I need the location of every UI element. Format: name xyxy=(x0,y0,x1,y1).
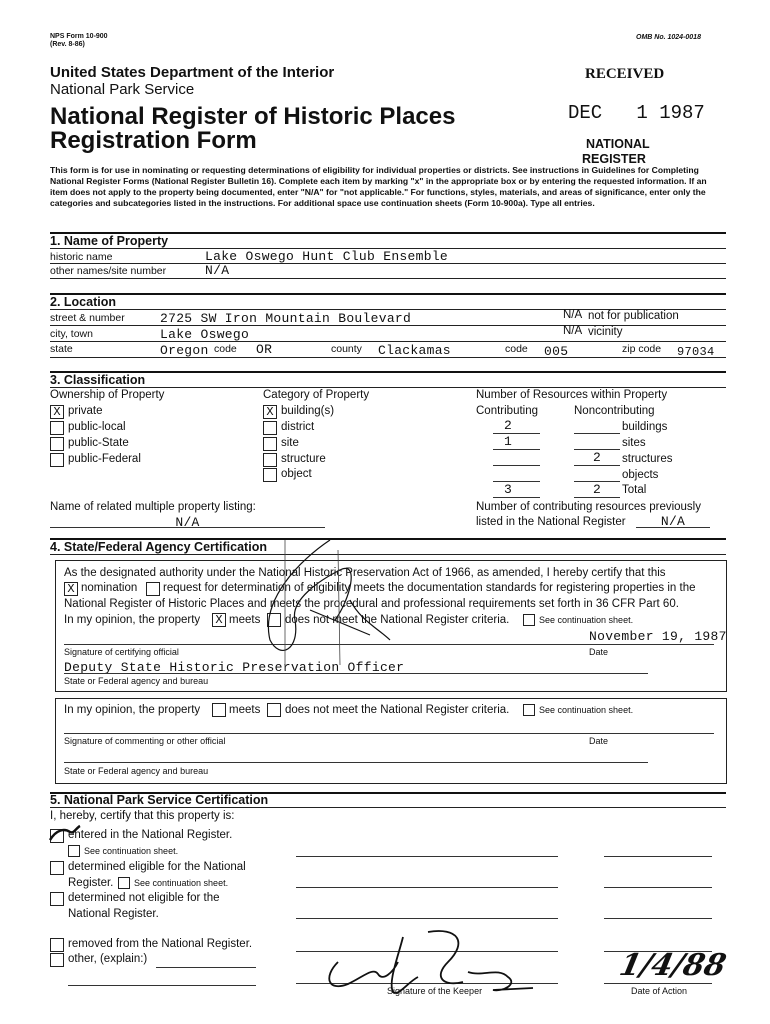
request-determination-label: request for determination of eligibility meets the documentation standards for registering properties in the xyxy=(163,582,696,594)
category-district-checkbox[interactable] xyxy=(263,421,277,435)
stamp-national: NATIONAL xyxy=(586,137,650,151)
meets2-checkbox[interactable] xyxy=(212,703,226,717)
omb-number: OMB No. 1024-0018 xyxy=(636,34,701,41)
entered-date-line xyxy=(604,856,712,857)
section-rule xyxy=(50,807,726,808)
not-eligible-signature-line xyxy=(296,918,558,919)
does-not-meet2-checkbox[interactable] xyxy=(267,703,281,717)
see-continuation-label: See continuation sheet. xyxy=(539,615,634,625)
determined-not-eligible-label: determined not eligible for the xyxy=(68,892,220,904)
received-stamp: RECEIVED xyxy=(585,66,665,82)
noncontributing-heading: Noncontributing xyxy=(574,405,655,417)
related-listing-value[interactable]: N/A xyxy=(175,515,200,530)
ownership-public-state-checkbox[interactable] xyxy=(50,437,64,451)
category-site-label: site xyxy=(281,437,299,449)
form-revision: (Rev. 8-86) xyxy=(50,41,85,48)
street-label: street & number xyxy=(50,312,125,324)
county-value[interactable]: Clackamas xyxy=(378,343,451,358)
agency-line xyxy=(64,673,648,674)
section-4-heading: 4. State/Federal Agency Certification xyxy=(50,540,267,554)
entry-line xyxy=(493,465,540,466)
section-divider xyxy=(50,371,726,373)
agency-line xyxy=(64,762,648,763)
certification-date-value[interactable]: November 19, 1987 xyxy=(589,629,727,644)
category-heading: Category of Property xyxy=(263,389,370,401)
street-value[interactable]: 2725 SW Iron Mountain Boulevard xyxy=(160,311,412,326)
category-site-checkbox[interactable] xyxy=(263,437,277,451)
ownership-private-label: private xyxy=(68,405,103,417)
opinion2-prefix: In my opinion, the property xyxy=(64,704,201,716)
entered-see-continuation-label: See continuation sheet. xyxy=(84,846,179,856)
county-label: county xyxy=(331,343,362,355)
see-continuation2-checkbox[interactable] xyxy=(523,704,535,716)
sites-label: sites xyxy=(622,437,646,449)
section-3-heading: 3. Classification xyxy=(50,373,146,387)
entry-line xyxy=(574,433,620,434)
category-structure-label: structure xyxy=(281,453,326,465)
ownership-public-local-checkbox[interactable] xyxy=(50,421,64,435)
commenting-agency-label: State or Federal agency and bureau xyxy=(64,766,209,776)
category-district-label: district xyxy=(281,421,315,433)
entry-line xyxy=(50,527,325,528)
department-name: United States Department of the Interior xyxy=(50,64,335,81)
certifying-date-label: Date xyxy=(589,647,609,657)
category-buildings-label: building(s) xyxy=(281,405,335,417)
previously-listed-label-1: Number of contributing resources previously xyxy=(476,501,701,513)
section-divider xyxy=(50,293,726,295)
eligible-signature-line xyxy=(296,887,558,888)
request-determination-checkbox[interactable] xyxy=(146,582,160,596)
total-label: Total xyxy=(622,484,647,496)
eligible-see-continuation-checkbox[interactable] xyxy=(118,877,130,889)
other-explain-line-2 xyxy=(68,985,256,986)
certification-line-3: National Register of Historic Places and meets the procedural and professional requirements set forth in 36 CFR Part 60. xyxy=(64,598,679,610)
not-eligible-date-line xyxy=(604,918,712,919)
county-code-label: code xyxy=(505,343,528,355)
signature-line xyxy=(64,733,714,734)
zip-code-value[interactable]: 97034 xyxy=(677,345,715,359)
meets-label: meets xyxy=(229,614,261,626)
removed-checkbox[interactable] xyxy=(50,938,64,952)
determined-eligible-checkbox[interactable] xyxy=(50,861,64,875)
certifying-agency-value[interactable]: Deputy State Historic Preservation Officer xyxy=(64,660,405,675)
ownership-heading: Ownership of Property xyxy=(50,389,165,401)
certifying-signature-label: Signature of certifying official xyxy=(64,647,179,657)
not-for-publication-mark[interactable]: N/A xyxy=(563,309,583,321)
does-not-meet-label: does not meet the National Register criteria. xyxy=(285,614,510,626)
certification-line-1: As the designated authority under the National Historic Preservation Act of 1966, as amended, I hereby certify that this xyxy=(64,567,666,579)
entered-signature-line xyxy=(296,856,558,857)
determined-eligible-label-2: Register. xyxy=(68,877,114,889)
state-code-label: code xyxy=(214,343,237,355)
field-rule xyxy=(50,278,726,279)
city-value[interactable]: Lake Oswego xyxy=(160,327,250,342)
structures-label: structures xyxy=(622,453,673,465)
meets2-label: meets xyxy=(229,704,261,716)
see-continuation2-label: See continuation sheet. xyxy=(539,705,634,715)
eligible-see-continuation-label: See continuation sheet. xyxy=(134,878,229,888)
contributing-heading: Contributing xyxy=(476,405,539,417)
certifying-agency-label: State or Federal agency and bureau xyxy=(64,676,209,686)
related-listing-label: Name of related multiple property listing: xyxy=(50,501,256,513)
section-2-heading: 2. Location xyxy=(50,295,116,309)
nomination-checkbox[interactable]: X xyxy=(64,582,78,596)
action-date-line xyxy=(604,983,712,984)
nps-certify-intro: I, hereby, certify that this property is: xyxy=(50,810,235,822)
commenting-date-label: Date xyxy=(589,736,609,746)
section-1-heading: 1. Name of Property xyxy=(50,234,169,248)
action-date-label: Date of Action xyxy=(631,986,688,996)
received-date-stamp: DEC 1 1987 xyxy=(568,102,705,124)
form-title: National Register of Historic Places xyxy=(50,103,456,130)
other-names-label: other names/site number xyxy=(50,265,167,277)
buildings-label: buildings xyxy=(622,421,668,433)
ownership-public-federal-checkbox[interactable] xyxy=(50,453,64,467)
other-checkbox[interactable] xyxy=(50,953,64,967)
total-noncontributing[interactable]: 2 xyxy=(592,482,602,497)
ownership-private-checkbox[interactable]: X xyxy=(50,405,64,419)
ownership-public-state-label: public-State xyxy=(68,437,129,449)
resources-heading: Number of Resources within Property xyxy=(476,389,668,401)
category-structure-checkbox[interactable] xyxy=(263,453,277,467)
section-5-heading: 5. National Park Service Certification xyxy=(50,793,269,807)
eligible-date-line xyxy=(604,887,712,888)
structures-noncontributing[interactable]: 2 xyxy=(592,450,602,465)
vicinity-mark[interactable]: N/A xyxy=(563,325,583,337)
category-buildings-checkbox[interactable]: X xyxy=(263,405,277,419)
ownership-public-local-label: public-local xyxy=(68,421,126,433)
vicinity-label: vicinity xyxy=(588,326,623,338)
category-object-checkbox[interactable] xyxy=(263,468,277,482)
action-date-handwritten: 1/4/88 xyxy=(616,948,730,983)
historic-name-label: historic name xyxy=(50,251,113,263)
keeper-signature-label: Signature of the Keeper xyxy=(387,986,483,996)
section-rule xyxy=(50,387,726,388)
objects-label: objects xyxy=(622,469,659,481)
historic-name-value[interactable]: Lake Oswego Hunt Club Ensemble xyxy=(205,249,449,264)
determined-not-eligible-checkbox[interactable] xyxy=(50,892,64,906)
entered-see-continuation-checkbox[interactable] xyxy=(68,845,80,857)
entry-line xyxy=(636,527,710,528)
buildings-contributing[interactable]: 2 xyxy=(503,418,513,433)
instructions-paragraph: This form is for use in nominating or requesting determinations of eligibility for individual properties or districts. See instructions in Guidelines for Completing National Register Forms (National Register Bulletin 16). Complete each item by marking "x" in the appropriate box or by entering the requested information. If an item does not apply to the property being documented, enter "N/A" for "not applicable." For functions, styles, materials, and areas of significance, enter only the categories and subcategories listed in the instructions. For additional space use continuation sheets (Form 10-900a). Type all entries. xyxy=(50,165,707,208)
form-number: NPS Form 10-900 xyxy=(50,33,108,40)
total-contributing[interactable]: 3 xyxy=(503,482,513,497)
state-officer-signature xyxy=(240,540,420,670)
city-label: city, town xyxy=(50,328,93,340)
form-subtitle: Registration Form xyxy=(50,127,257,154)
entry-line xyxy=(493,497,540,498)
previously-listed-value[interactable]: N/A xyxy=(660,514,686,529)
entry-line xyxy=(493,449,540,450)
field-rule xyxy=(50,325,726,326)
zip-code-label: zip code xyxy=(622,343,662,355)
stamp-register: REGISTER xyxy=(582,152,646,166)
opinion-prefix: In my opinion, the property xyxy=(64,614,201,626)
meets-checkbox[interactable]: X xyxy=(212,613,226,627)
previously-listed-label-2: listed in the National Register xyxy=(476,516,626,528)
entered-label: entered in the National Register. xyxy=(68,829,233,841)
see-continuation-checkbox[interactable] xyxy=(523,614,535,626)
entry-line xyxy=(574,465,620,466)
county-code-value[interactable]: 005 xyxy=(544,344,569,359)
state-value[interactable]: Oregon xyxy=(160,343,209,358)
determined-eligible-label: determined eligible for the National xyxy=(68,861,246,873)
removed-label: removed from the National Register. xyxy=(68,938,253,950)
field-rule xyxy=(50,357,726,358)
commenting-signature-label: Signature of commenting or other official xyxy=(64,736,226,746)
determined-not-eligible-label-2: National Register. xyxy=(68,908,159,920)
entry-line xyxy=(574,497,620,498)
field-rule xyxy=(50,263,726,264)
sites-contributing[interactable]: 1 xyxy=(503,434,513,449)
category-object-label: object xyxy=(281,468,312,480)
does-not-meet2-label: does not meet the National Register criteria. xyxy=(285,704,510,716)
other-label: other, (explain:) xyxy=(68,953,148,965)
service-name: National Park Service xyxy=(50,81,195,98)
state-label: state xyxy=(50,343,73,355)
state-code-value[interactable]: OR xyxy=(256,342,273,357)
nomination-label: nomination xyxy=(81,582,138,594)
not-for-publication-label: not for publication xyxy=(588,310,679,322)
other-names-value[interactable]: N/A xyxy=(205,263,230,278)
field-rule xyxy=(50,341,726,342)
other-explain-line xyxy=(156,967,256,968)
ownership-public-federal-label: public-Federal xyxy=(68,453,141,465)
